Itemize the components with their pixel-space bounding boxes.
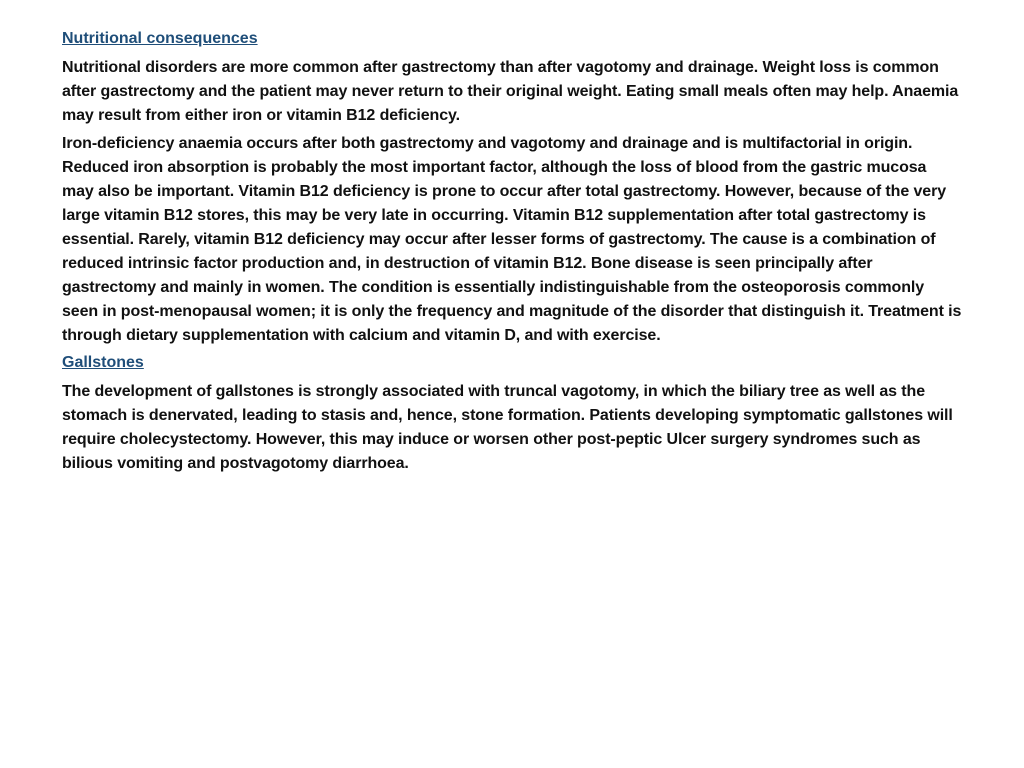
paragraph-gallstones: The development of gallstones is strongly associated with truncal vagotomy, in which the biliary tree as well as the stomach is denervated, leading to stasis and, hence, stone formation. Patients developing symptomatic gallstones will require cholecystectomy. However, this may induce or worsen other post-peptic Ulcer surgery syndromes such as bilious vomiting and postvagotomy diarrhoea. [62,383,953,472]
paragraph-nutritional-disorders: Nutritional disorders are more common after gastrectomy than after vagotomy and drainage. Weight loss is common after gastrectomy and the patient may never return to their original weight. Eating small meals often may help. Anaemia may result from either iron or vitamin B12 deficiency. [62,59,959,124]
section-heading-nutritional-consequences[interactable]: Nutritional consequences [62,30,258,47]
section-heading-gallstones[interactable]: Gallstones [62,354,144,371]
document-page [62,28,962,480]
section-nutritional-consequences [62,28,962,348]
section-gallstones [62,352,962,476]
paragraph-iron-deficiency: Iron-deficiency anaemia occurs after both gastrectomy and vagotomy and drainage and is multifactorial in origin. Reduced iron absorption is probably the most important factor, although the loss of blood from the gastric mucosa may also be important. Vitamin B12 deficiency is prone to occur after total gastrectomy. However, because of the very large vitamin B12 stores, this may be very late in occurring. Vitamin B12 supplementation after total gastrectomy is essential. Rarely, vitamin B12 deficiency may occur after lesser forms of gastrectomy. The cause is a combination of reduced intrinsic factor production and, in destruction of vitamin B12. Bone disease is seen principally after gastrectomy and mainly in women. The condition is essentially indistinguishable from the osteoporosis commonly seen in post-menopausal women; it is only the frequency and magnitude of the disorder that distinguish it. Treatment is through dietary supplementation with calcium and vitamin D, and with exercise. [62,135,962,344]
